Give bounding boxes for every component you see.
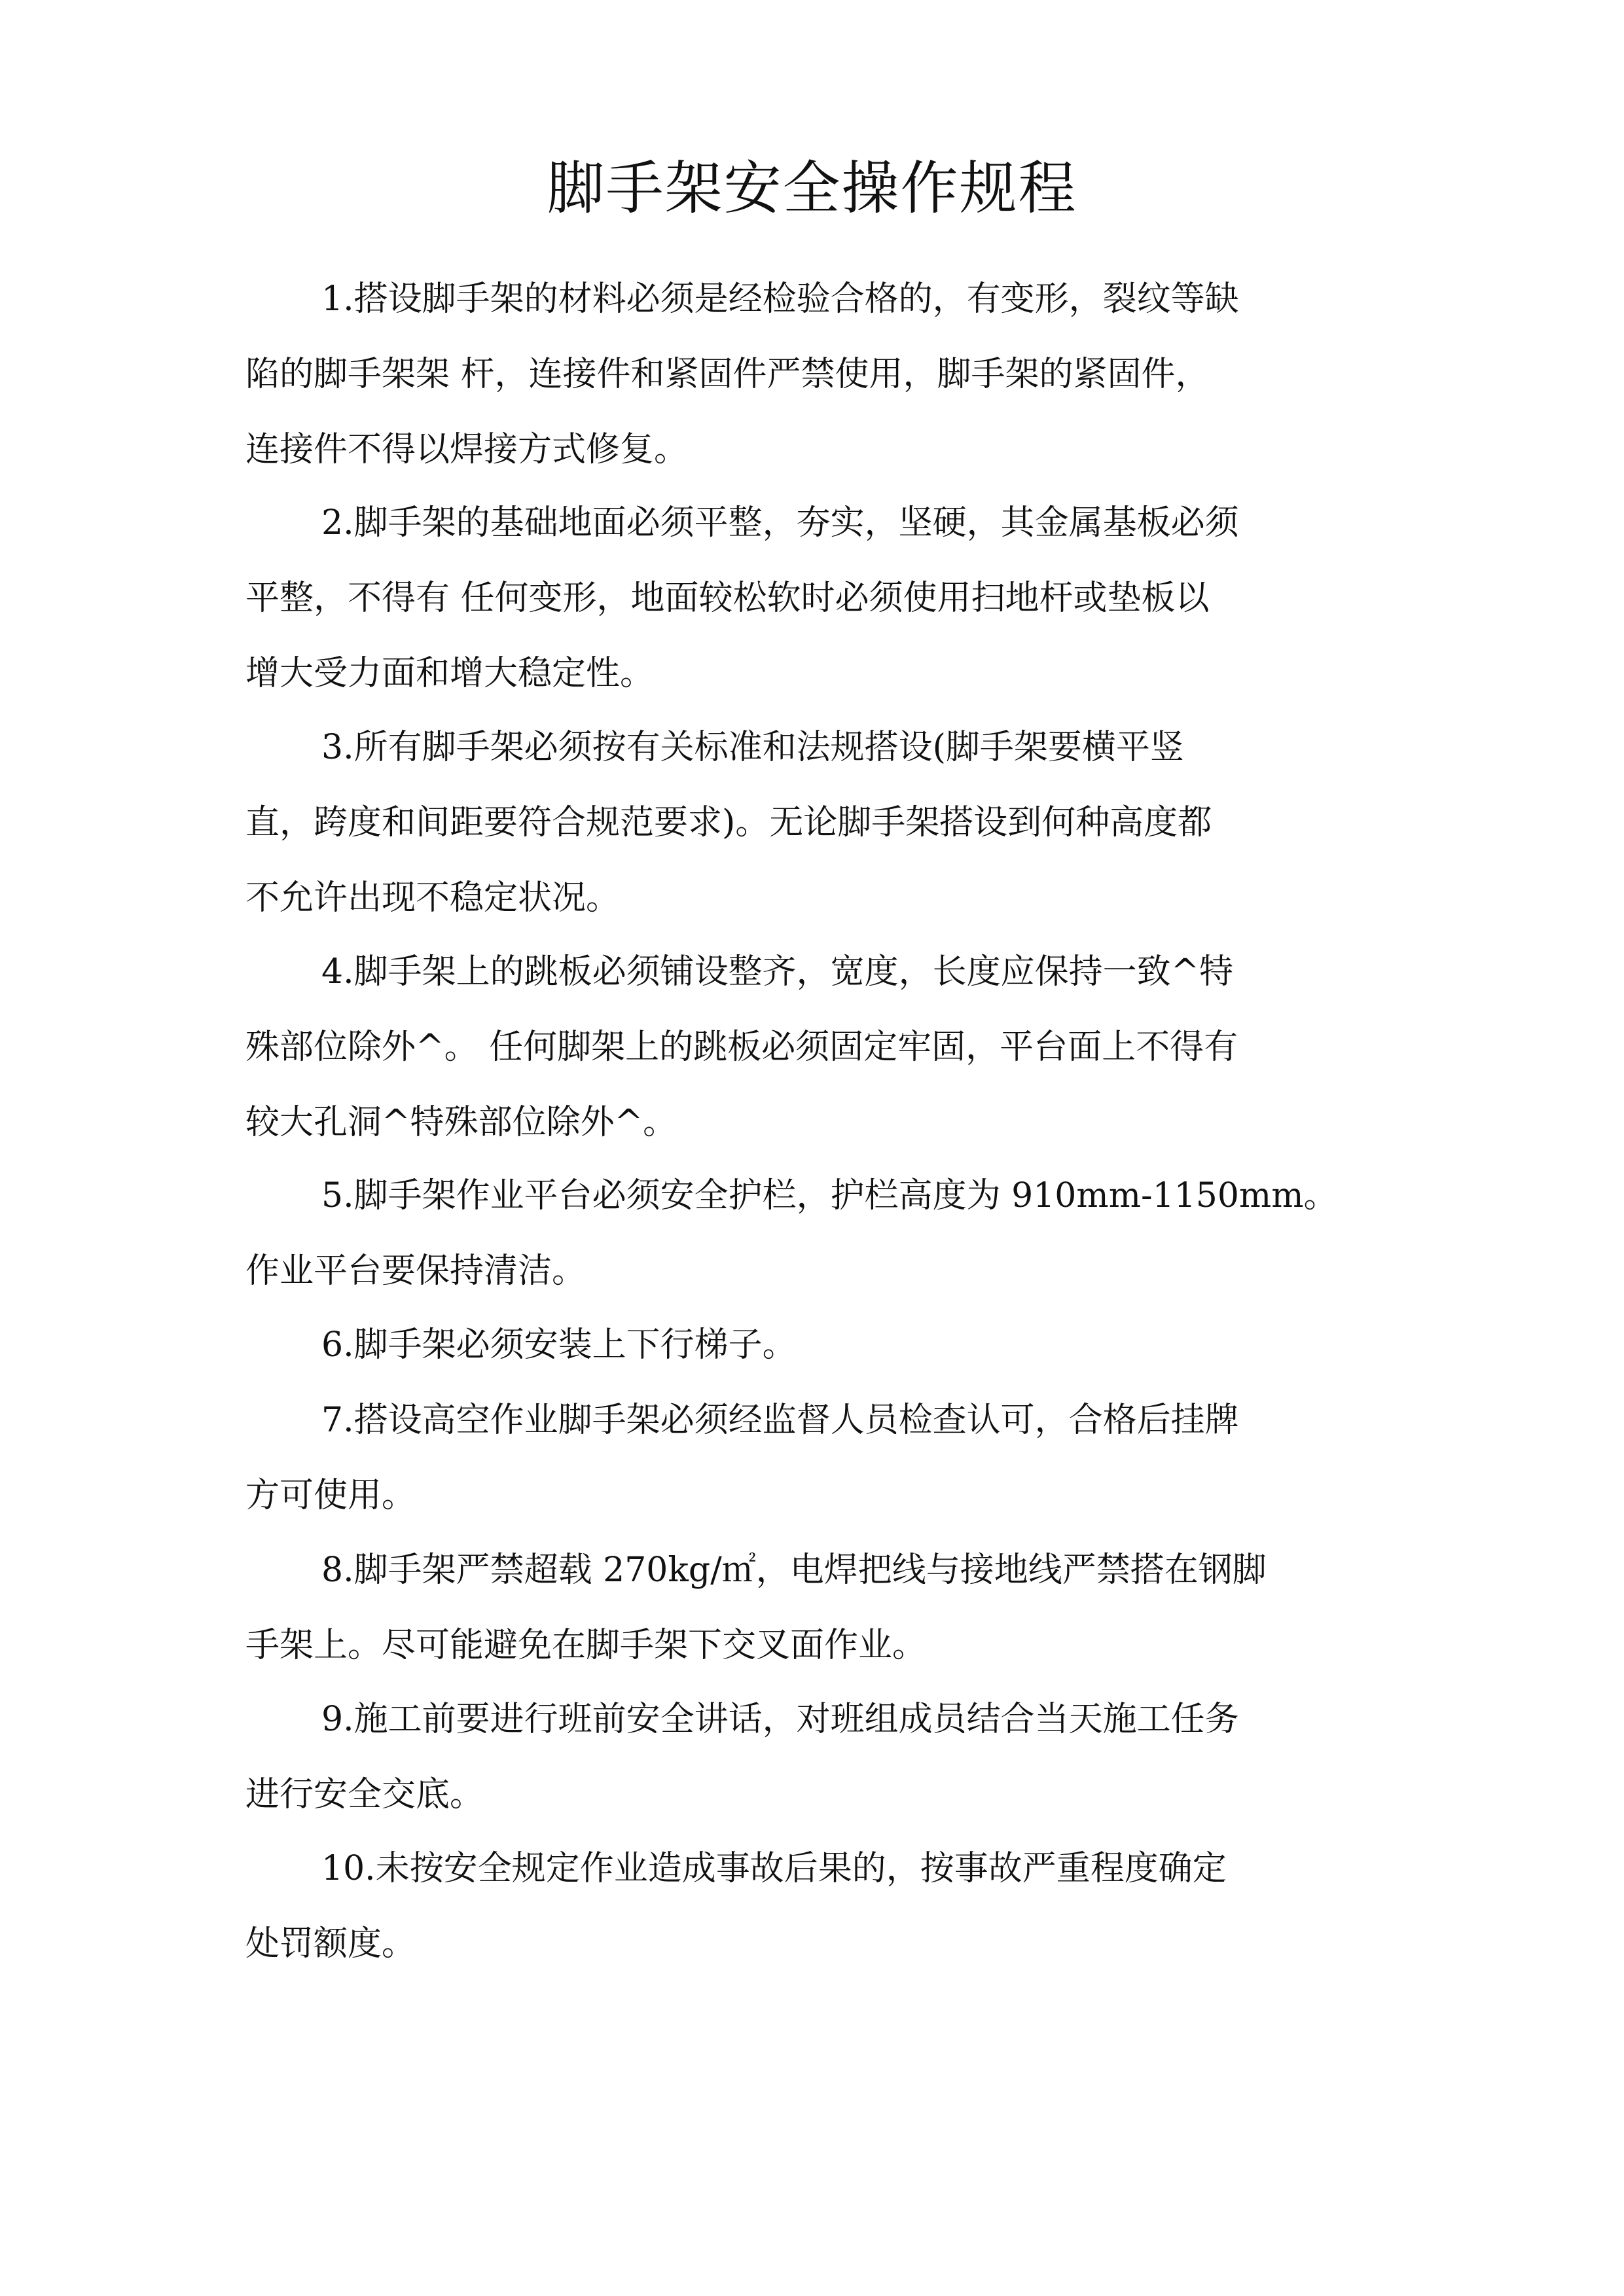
rule-5 bbox=[245, 1158, 1371, 1309]
rule-line: 10.未按安全规定作业造成事故后果的，按事故严重程度确定 bbox=[321, 1849, 1227, 1888]
rule-line: 进行安全交底。 bbox=[245, 1775, 484, 1814]
rule-line: 处罚额度。 bbox=[245, 1924, 416, 1964]
rule-line: 殊部位除外^。 任何脚架上的跳板必须固定牢固，平台面上不得有 bbox=[245, 1028, 1238, 1067]
rule-9 bbox=[245, 1682, 1371, 1833]
rule-3 bbox=[245, 710, 1371, 936]
rule-line: 增大受力面和增大稳定性。 bbox=[245, 654, 655, 693]
rule-line: 不允许出现不稳定状况。 bbox=[245, 878, 621, 918]
rule-line: 6.脚手架必须安装上下行梯子。 bbox=[321, 1325, 797, 1365]
page-title: 脚手架安全操作规程 bbox=[547, 154, 1077, 222]
rule-line: 4.脚手架上的跳板必须铺设整齐，宽度，长度应保持一致^特 bbox=[321, 952, 1234, 992]
rule-line: 直，跨度和间距要符合规范要求)。无论脚手架搭设到何种高度都 bbox=[245, 803, 1212, 842]
rule-line: 8.脚手架严禁超载 270kg/㎡，电焊把线与接地线严禁搭在钢脚 bbox=[321, 1551, 1267, 1590]
rule-6 bbox=[245, 1308, 1371, 1383]
rule-line: 1.搭设脚手架的材料必须是经检验合格的，有变形，裂纹等缺 bbox=[321, 279, 1239, 319]
rule-7 bbox=[245, 1383, 1371, 1534]
rule-line: 作业平台要保持清洁。 bbox=[245, 1251, 586, 1291]
rule-line: 较大孔洞^特殊部位除外^。 bbox=[245, 1103, 677, 1142]
rule-1 bbox=[245, 262, 1371, 488]
rule-line: 5.脚手架作业平台必须安全护栏，护栏高度为 910mm-1150mm。 bbox=[321, 1176, 1338, 1215]
rule-8 bbox=[245, 1533, 1371, 1683]
rule-line: 手架上。尽可能避免在脚手架下交叉面作业。 bbox=[245, 1626, 927, 1665]
rule-line: 平整，不得有 任何变形，地面较松软时必须使用扫地杆或垫板以 bbox=[245, 579, 1210, 618]
rule-line: 2.脚手架的基础地面必须平整，夯实，坚硬，其金属基板必须 bbox=[321, 503, 1239, 543]
rule-line: 3.所有脚手架必须按有关标准和法规搭设(脚手架要横平竖 bbox=[321, 728, 1184, 767]
rule-2 bbox=[245, 486, 1371, 711]
rule-line: 方可使用。 bbox=[245, 1476, 416, 1515]
rule-line: 连接件不得以焊接方式修复。 bbox=[245, 430, 689, 469]
rule-line: 9.施工前要进行班前安全讲话，对班组成员结合当天施工任务 bbox=[321, 1700, 1239, 1739]
rule-4 bbox=[245, 935, 1371, 1160]
rule-line: 7.搭设高空作业脚手架必须经监督人员检查认可，合格后挂牌 bbox=[321, 1401, 1239, 1440]
rule-line: 陷的脚手架架 杆，连接件和紧固件严禁使用，脚手架的紧固件， bbox=[245, 355, 1210, 394]
rule-10 bbox=[245, 1831, 1371, 1982]
